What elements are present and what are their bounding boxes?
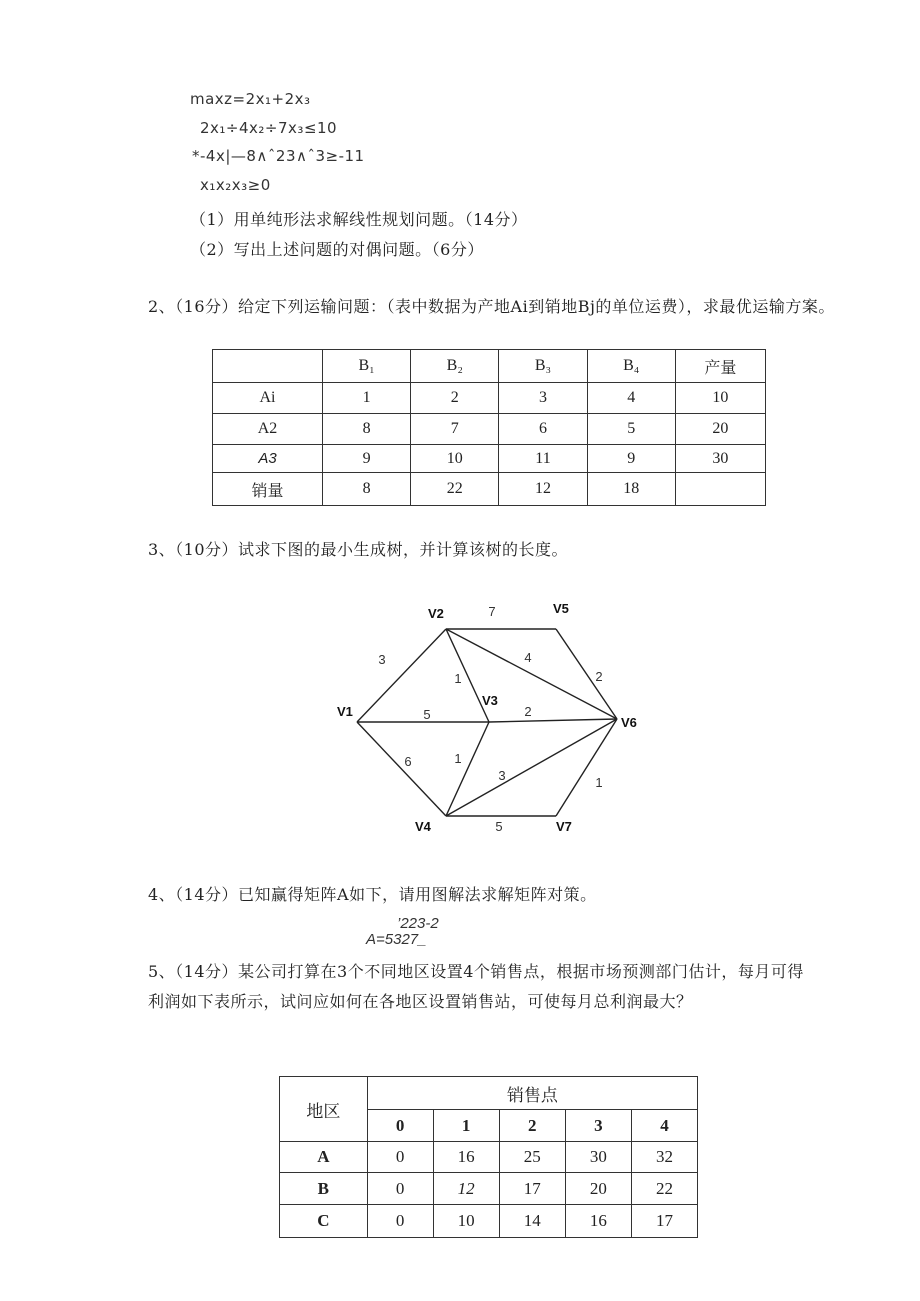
node-label-v2: V2	[428, 606, 444, 621]
column-header: 4	[631, 1110, 697, 1142]
table-cell: 1	[322, 383, 410, 414]
table-cell: 12	[499, 473, 587, 506]
edge-weight-label: 1	[595, 775, 603, 790]
table-cell: 16	[433, 1142, 499, 1173]
table-cell: A3	[213, 445, 323, 473]
sales-points-header: 销售点	[367, 1077, 697, 1110]
node-label-v3: V3	[482, 693, 498, 708]
table-cell: Ai	[213, 383, 323, 414]
table-cell: A2	[213, 414, 323, 445]
header-cell: B₂	[411, 350, 499, 383]
table-cell: 0	[367, 1142, 433, 1173]
table-cell: 4	[587, 383, 675, 414]
table-cell: 32	[631, 1142, 697, 1173]
edge-weight-label: 6	[404, 754, 412, 769]
table-cell: 10	[675, 383, 765, 414]
problem5-text: 5、（14分）某公司打算在3个不同地区设置4个销售点，根据市场预测部门估计，每月可得利润如下表所示，试问应如何在各地区设置销售站，可使每月总利润最大？	[148, 962, 804, 1012]
graph-edge-v4-v6	[446, 719, 617, 816]
region-header: 地区	[280, 1077, 368, 1142]
column-header: 0	[367, 1110, 433, 1142]
table-cell: 22	[411, 473, 499, 506]
matrix-line-1: ’223-2	[397, 915, 439, 932]
constraint-nonneg: x₁x₂x₃≥0	[200, 176, 271, 194]
node-label-v5: V5	[553, 601, 569, 616]
graph-edge-v3-v6	[489, 719, 617, 722]
table-cell: 20	[565, 1173, 631, 1205]
table-cell: 销量	[213, 473, 323, 506]
node-label-v4: V4	[415, 819, 431, 834]
graph-edge-v7-v6	[556, 719, 617, 816]
edge-weight-label: 3	[498, 768, 506, 783]
problem1-part2: （2）写出上述问题的对偶问题。（6分）	[190, 240, 484, 259]
problem3-text: 3、（10分）试求下图的最小生成树，并计算该树的长度。	[148, 540, 569, 559]
table-cell: 2	[411, 383, 499, 414]
table-row	[280, 1205, 698, 1238]
header-cell: 产量	[675, 350, 765, 383]
problem2-text: 2、（16分）给定下列运输问题：（表中数据为产地Ai到销地Bj的单位运费），求最优运输方案。	[148, 297, 835, 316]
table-row	[280, 1142, 698, 1173]
edge-weight-label: 3	[378, 652, 386, 667]
edge-weight-label: 1	[454, 751, 462, 766]
table-cell: 10	[411, 445, 499, 473]
table-cell: 8	[322, 473, 410, 506]
edge-weight-label: 5	[423, 707, 431, 722]
graph-edge-v1-v2	[357, 629, 446, 722]
table-cell: 9	[587, 445, 675, 473]
table-cell: 8	[322, 414, 410, 445]
table-cell: 3	[499, 383, 587, 414]
region-cell: A	[280, 1142, 368, 1173]
node-label-v1: V1	[337, 704, 353, 719]
table-header-row	[280, 1077, 698, 1110]
region-cell: B	[280, 1173, 368, 1205]
table-cell: 17	[631, 1205, 697, 1238]
table-cell: 22	[631, 1173, 697, 1205]
graph-edge-v2-v3	[446, 629, 489, 722]
graph-edge-v3-v4	[446, 722, 489, 816]
table-cell: 30	[675, 445, 765, 473]
table-cell: 12	[433, 1173, 499, 1205]
edge-weight-label: 7	[488, 604, 496, 619]
column-header: 1	[433, 1110, 499, 1142]
graph-edge-v5-v6	[556, 629, 617, 719]
matrix-line-2: A=5327_	[366, 931, 427, 948]
constraint-1: 2x₁÷4x₂÷7x₃≤10	[200, 119, 338, 137]
table-cell: 17	[499, 1173, 565, 1205]
header-cell: B₄	[587, 350, 675, 383]
table-cell: 18	[587, 473, 675, 506]
objective-function: maxz=2x₁+2x₃	[190, 90, 311, 108]
region-cell: C	[280, 1205, 368, 1238]
node-label-v6: V6	[621, 715, 637, 730]
table-cell: 7	[411, 414, 499, 445]
header-cell: B₁	[322, 350, 410, 383]
edge-weight-label: 2	[524, 704, 532, 719]
column-header: 2	[499, 1110, 565, 1142]
table-cell: 11	[499, 445, 587, 473]
graph-edge-v1-v4	[357, 722, 446, 816]
table-cell: 10	[433, 1205, 499, 1238]
problem1-part1: （1）用单纯形法求解线性规划问题。（14分）	[190, 210, 528, 229]
edge-weight-label: 1	[454, 671, 462, 686]
table-cell: 0	[367, 1205, 433, 1238]
table-cell: 20	[675, 414, 765, 445]
table-cell: 30	[565, 1142, 631, 1173]
node-label-v7: V7	[556, 819, 572, 834]
edge-weight-label: 4	[524, 650, 532, 665]
table-cell: 14	[499, 1205, 565, 1238]
edge-weight-label: 5	[495, 819, 503, 834]
table-row	[280, 1173, 698, 1205]
edge-weight-label: 2	[595, 669, 603, 684]
table-cell: 16	[565, 1205, 631, 1238]
table-cell: 25	[499, 1142, 565, 1173]
table-cell: 5	[587, 414, 675, 445]
table-cell: 0	[367, 1173, 433, 1205]
profit-table	[279, 1076, 698, 1238]
constraint-2: *-4x|—8∧ˆ23∧ˆ3≥-11	[192, 147, 365, 165]
column-header: 3	[565, 1110, 631, 1142]
table-cell: 6	[499, 414, 587, 445]
header-cell: B₃	[499, 350, 587, 383]
table-cell: 9	[322, 445, 410, 473]
problem4-text: 4、（14分）已知赢得矩阵A如下，请用图解法求解矩阵对策。	[148, 885, 597, 904]
